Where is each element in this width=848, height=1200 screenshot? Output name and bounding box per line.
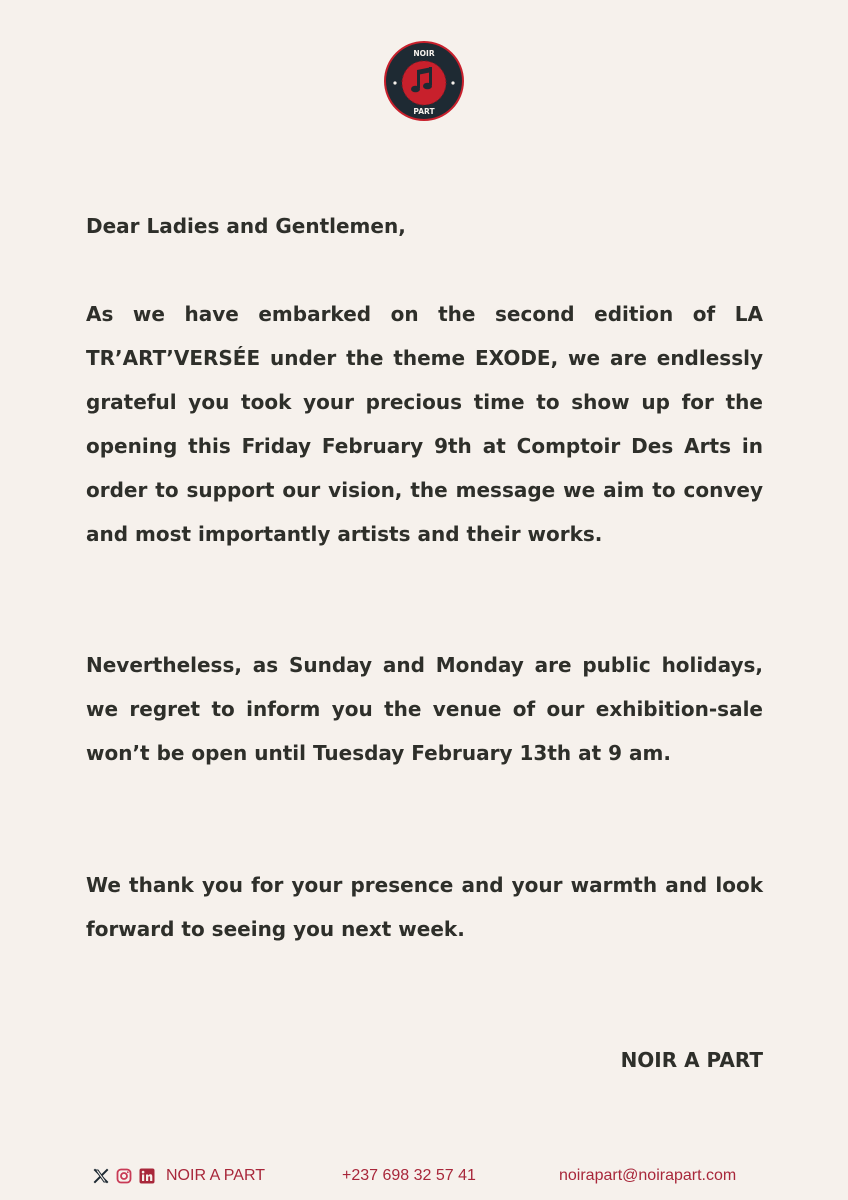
- linkedin-icon[interactable]: [139, 1168, 155, 1184]
- footer-email[interactable]: noirapart@noirapart.com: [559, 1167, 737, 1184]
- paragraph-2: Nevertheless, as Sunday and Monday are public holidays, we regret to inform you the venue of our exhibition-sale won’t be open until Tuesday February 13th at 9 am.: [86, 653, 763, 765]
- footer-phone[interactable]: +237 698 32 57 41: [342, 1167, 476, 1184]
- salutation: Dear Ladies and Gentlemen,: [86, 214, 406, 238]
- social-links: [93, 1167, 265, 1185]
- x-icon[interactable]: [93, 1168, 109, 1184]
- paragraph-1: As we have embarked on the second edition of LA TR’ART’VERSÉE under the theme EXODE, we are endlessly grateful you took your precious time to show up for the opening this Friday February 9th at Comptoir Des Arts in order to support our vision, the message we aim to convey and most importantly artists and their works.: [86, 302, 763, 546]
- logo-bottom-text: PART: [413, 107, 435, 116]
- instagram-icon[interactable]: [116, 1168, 132, 1184]
- music-note-icon: [383, 40, 465, 122]
- footer-brand: NOIR A PART: [166, 1167, 265, 1184]
- footer: [0, 1162, 848, 1190]
- logo-top-text: NOIR: [413, 49, 435, 58]
- paragraph-3: We thank you for your presence and your warmth and look forward to seeing you next week.: [86, 873, 763, 941]
- signature: NOIR A PART: [620, 1048, 763, 1072]
- logo: [383, 40, 465, 122]
